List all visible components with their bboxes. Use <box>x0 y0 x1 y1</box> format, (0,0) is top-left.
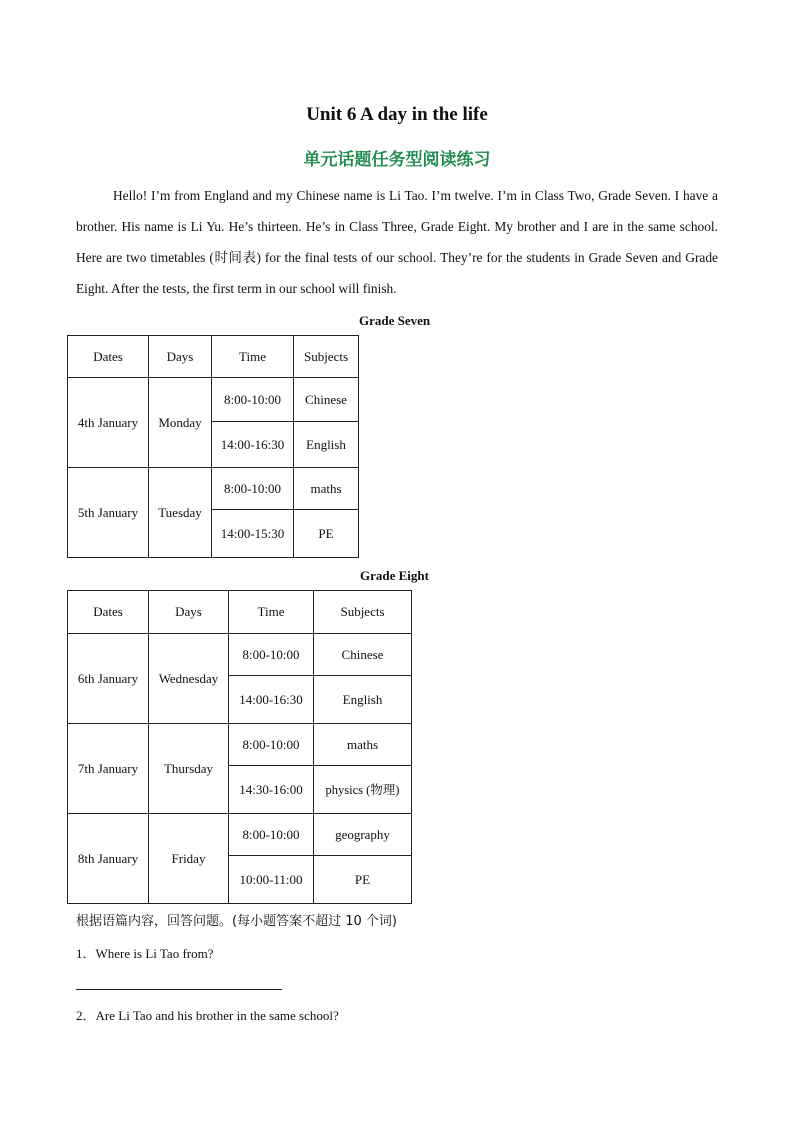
question-text: Where is Li Tao from? <box>95 946 214 961</box>
subject-cell: physics (物理) <box>314 766 412 814</box>
day-cell: Tuesday <box>149 468 212 558</box>
table-row <box>68 468 359 510</box>
time-cell: 8:00-10:00 <box>212 378 294 422</box>
grade-seven-caption: Grade Seven <box>359 313 431 328</box>
time-cell: 10:00-11:00 <box>229 856 314 904</box>
time-cell: 8:00-10:00 <box>229 814 314 856</box>
header-cell: Dates <box>68 336 149 378</box>
table-header-row <box>68 336 359 378</box>
header-cell: Dates <box>68 591 149 634</box>
table-header-row <box>68 591 412 634</box>
document-subtitle: 单元话题任务型阅读练习 <box>303 150 491 170</box>
day-cell: Monday <box>149 378 212 468</box>
grade-eight-caption: Grade Eight <box>360 568 429 583</box>
day-cell: Wednesday <box>149 634 229 724</box>
date-cell: 6th January <box>68 634 149 724</box>
date-cell: 7th January <box>68 724 149 814</box>
date-cell: 5th January <box>68 468 149 558</box>
subject-cell: maths <box>294 468 359 510</box>
question-2 <box>76 1005 339 1024</box>
subject-cell: geography <box>314 814 412 856</box>
header-cell: Days <box>149 336 212 378</box>
subject-cell: Chinese <box>314 634 412 676</box>
time-cell: 8:00-10:00 <box>229 634 314 676</box>
subject-cell: Chinese <box>294 378 359 422</box>
grade-seven-timetable <box>67 335 359 558</box>
header-cell: Time <box>212 336 294 378</box>
table-row <box>68 814 412 856</box>
header-cell: Time <box>229 591 314 634</box>
table-row <box>68 634 412 676</box>
time-cell: 14:30-16:00 <box>229 766 314 814</box>
day-cell: Friday <box>149 814 229 904</box>
header-cell: Subjects <box>294 336 359 378</box>
question-text: Are Li Tao and his brother in the same school? <box>95 1008 339 1023</box>
subject-cell: PE <box>294 510 359 558</box>
header-cell: Days <box>149 591 229 634</box>
subject-cell: PE <box>314 856 412 904</box>
question-instructions: 根据语篇内容，回答问题。(每小题答案不超过 10 个词) <box>76 914 397 929</box>
reading-passage: Hello! I’m from England and my Chinese name is Li Tao. I’m twelve. I’m in Class Two, Grade Seven. I have a brother. His name is Li Yu. He’s thirteen. He’s in Class Three, Grade Eight. My brother and I are in the same school. Here are two timetables (时间表) for the final tests of our school. They’re for the students in Grade Seven and Grade Eight. After the tests, the first term in our school will finish. <box>76 188 718 296</box>
document-title: Unit 6 A day in the life <box>306 104 488 125</box>
subject-cell: English <box>314 676 412 724</box>
day-cell: Thursday <box>149 724 229 814</box>
time-cell: 14:00-16:30 <box>229 676 314 724</box>
time-cell: 14:00-16:30 <box>212 422 294 468</box>
subject-cell: maths <box>314 724 412 766</box>
table-row <box>68 724 412 766</box>
grade-eight-timetable <box>67 590 412 904</box>
date-cell: 8th January <box>68 814 149 904</box>
time-cell: 8:00-10:00 <box>212 468 294 510</box>
question-1 <box>76 943 214 962</box>
subject-cell: English <box>294 422 359 468</box>
header-cell: Subjects <box>314 591 412 634</box>
table-row <box>68 378 359 422</box>
time-cell: 14:00-15:30 <box>212 510 294 558</box>
time-cell: 8:00-10:00 <box>229 724 314 766</box>
date-cell: 4th January <box>68 378 149 468</box>
question-number: 1． <box>76 946 96 961</box>
answer-line[interactable] <box>76 989 282 990</box>
question-number: 2． <box>76 1008 96 1023</box>
